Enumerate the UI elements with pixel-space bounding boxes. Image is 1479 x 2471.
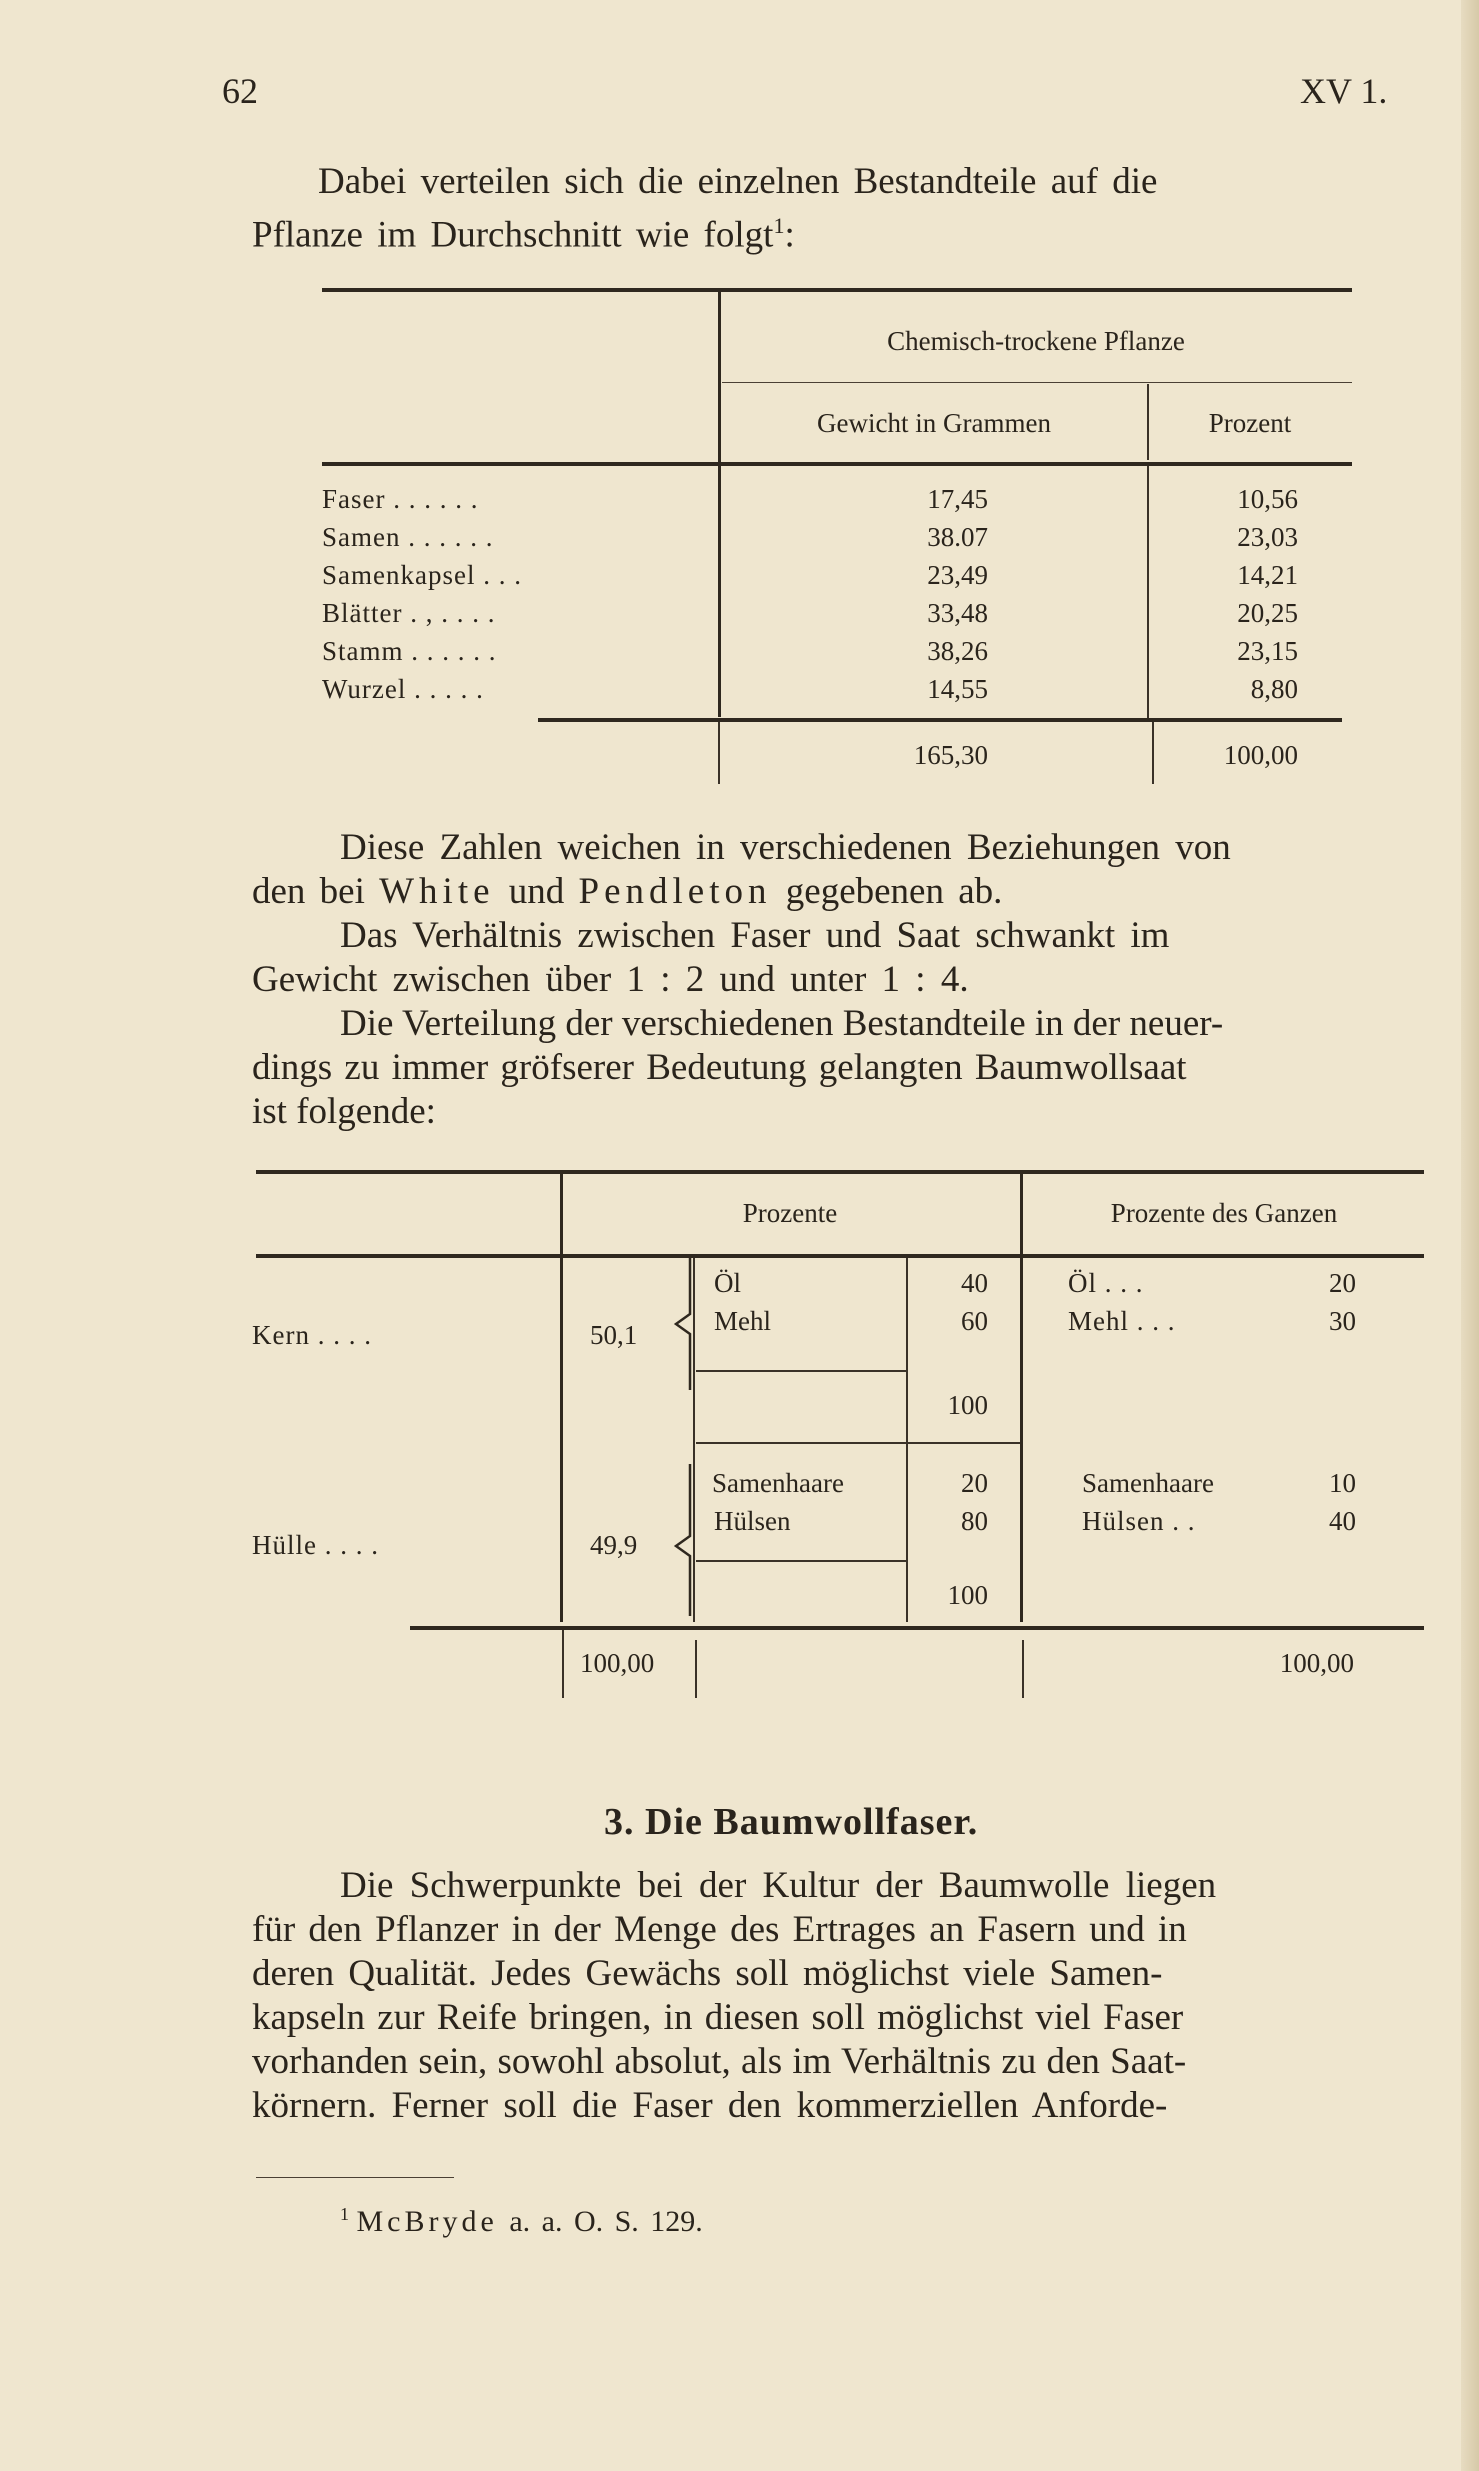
para2-l2b: und bbox=[494, 871, 579, 912]
kern-item-val: 60 bbox=[961, 1306, 988, 1336]
intro-line-2-end: : bbox=[784, 214, 795, 256]
table2-mid-rule bbox=[696, 1442, 1020, 1444]
para2-line-6: dings zu immer gröfserer Bedeutung gelangten Baumwollsaat bbox=[252, 1047, 1187, 1088]
kern-brace-icon bbox=[672, 1254, 694, 1394]
page-edge bbox=[1461, 0, 1479, 2471]
table1-row-weight: 33,48 bbox=[927, 598, 988, 628]
huelle-item-name: Samenhaare bbox=[712, 1468, 844, 1498]
table1-row-weight: 23,49 bbox=[927, 560, 988, 590]
kern-total-val: 30 bbox=[1329, 1306, 1356, 1336]
table2-header-bottom-rule bbox=[256, 1254, 1424, 1258]
kern-subtotal-rule bbox=[696, 1370, 906, 1372]
table1-row-percent: 23,03 bbox=[1237, 522, 1298, 552]
table1-row-percent: 20,25 bbox=[1237, 598, 1298, 628]
table1-row-weight: 17,45 bbox=[927, 484, 988, 514]
huelle-total-name: Hülsen . . bbox=[1082, 1506, 1196, 1536]
para2-l2a: den bei bbox=[252, 871, 380, 912]
table2-total-share: 100,00 bbox=[580, 1648, 655, 1678]
table1-col-percent: Prozent bbox=[1208, 408, 1292, 438]
table1-row-label: Blätter . , . . . . bbox=[322, 598, 496, 628]
section3-line: vorhanden sein, sowohl absolut, als im Verhältnis zu den Saat- bbox=[252, 2041, 1187, 2082]
table1-row-label: Faser . . . . . . bbox=[322, 484, 479, 514]
kern-share: 50,1 bbox=[590, 1320, 638, 1350]
table1-row-label: Wurzel . . . . . bbox=[322, 674, 484, 704]
table1-header-bottom-rule bbox=[322, 462, 1352, 466]
page-number: 62 bbox=[222, 71, 258, 111]
intro-line-1: Dabei verteilen sich die einzelnen Bestandteile auf die bbox=[318, 161, 1158, 202]
table1-row-percent: 23,15 bbox=[1237, 636, 1298, 666]
intro-line-2 bbox=[252, 204, 795, 257]
huelle-sum: 100 bbox=[947, 1580, 988, 1610]
table2-header-total: Prozente des Ganzen bbox=[1110, 1198, 1338, 1228]
footnote-text: a. a. O. S. 129. bbox=[497, 2205, 703, 2238]
table2-vrule-a bbox=[560, 1174, 563, 1622]
para2-line-1: Diese Zahlen weichen in verschiedenen Beziehungen von bbox=[340, 827, 1231, 868]
author-pendleton: Pendleton bbox=[578, 871, 772, 912]
table1-vrule-mid-header bbox=[1147, 384, 1149, 460]
footnote-rule bbox=[256, 2177, 454, 2178]
huelle-item-name: Hülsen bbox=[714, 1506, 791, 1536]
table1-group-header: Chemisch-trockene Pflanze bbox=[887, 326, 1185, 356]
table1-row-percent: 8,80 bbox=[1250, 674, 1298, 704]
table2-header-pct: Prozente bbox=[742, 1198, 838, 1228]
table1-row-label: Samenkapsel . . . bbox=[322, 560, 522, 590]
table1-vrule-total-left bbox=[718, 722, 720, 784]
section3-line: körnern. Ferner soll die Faser den kommerziellen Anforde- bbox=[252, 2085, 1168, 2126]
para2-l2c: gegebenen ab. bbox=[771, 871, 1003, 912]
table1-row-weight: 38.07 bbox=[927, 522, 988, 552]
table2-vrule-d bbox=[906, 1258, 908, 1622]
table1-total-percent: 100,00 bbox=[1223, 740, 1298, 770]
para2-line-4: Gewicht zwischen über 1 : 2 und unter 1 : 4. bbox=[252, 959, 969, 1000]
para2-line-7: ist folgende: bbox=[252, 1091, 436, 1132]
table1-top-rule bbox=[322, 288, 1352, 292]
intro-line-2-text: Pflanze im Durchschnitt wie folgt bbox=[252, 214, 774, 256]
table1-row-label: Stamm . . . . . . bbox=[322, 636, 497, 666]
para2-line-5: Die Verteilung der verschiedenen Bestandteile in der neuer- bbox=[340, 1003, 1224, 1044]
table1-row-weight: 14,55 bbox=[927, 674, 988, 704]
huelle-total-val: 40 bbox=[1329, 1506, 1356, 1536]
table1-row-label: Samen . . . . . . bbox=[322, 522, 494, 552]
section-heading: 3. Die Baumwollfaser. bbox=[604, 1801, 979, 1843]
table2-vrule-total-c bbox=[1022, 1640, 1024, 1698]
table1-row-percent: 10,56 bbox=[1237, 484, 1298, 514]
kern-label: Kern . . . . bbox=[252, 1320, 372, 1350]
table1-total-weight: 165,30 bbox=[913, 740, 988, 770]
table1-vrule-mid-body bbox=[1147, 466, 1149, 718]
table2-total-whole: 100,00 bbox=[1279, 1648, 1354, 1678]
kern-sum: 100 bbox=[947, 1390, 988, 1420]
section3-line: deren Qualität. Jedes Gewächs soll möglichst viele Samen- bbox=[252, 1953, 1163, 1994]
footnote bbox=[340, 2204, 703, 2239]
table2-top-rule bbox=[256, 1170, 1424, 1174]
table1-col-weight: Gewicht in Grammen bbox=[817, 408, 1051, 438]
author-white: White bbox=[379, 871, 495, 912]
table2-vrule-total-a bbox=[562, 1630, 564, 1698]
section3-line: kapseln zur Reife bringen, in diesen soll möglichst viel Faser bbox=[252, 1997, 1184, 2038]
huelle-label: Hülle . . . . bbox=[252, 1530, 379, 1560]
table1-subheader-rule bbox=[722, 382, 1352, 383]
huelle-item-val: 20 bbox=[961, 1468, 988, 1498]
footnote-author: McBryde bbox=[356, 2205, 498, 2238]
section3-line: Die Schwerpunkte bei der Kultur der Baumwolle liegen bbox=[340, 1865, 1217, 1906]
huelle-brace-icon bbox=[672, 1460, 694, 1620]
running-head: XV 1. bbox=[1300, 71, 1388, 111]
table1-total-rule bbox=[538, 718, 1342, 722]
kern-item-name: Öl bbox=[714, 1268, 741, 1298]
table2-vrule-c bbox=[1020, 1174, 1023, 1622]
table2-vrule-total-b bbox=[695, 1640, 697, 1698]
kern-total-val: 20 bbox=[1329, 1268, 1356, 1298]
huelle-subtotal-rule bbox=[696, 1560, 906, 1562]
footnote-ref: 1 bbox=[773, 213, 785, 238]
huelle-share: 49,9 bbox=[590, 1530, 638, 1560]
huelle-item-val: 80 bbox=[961, 1506, 988, 1536]
section3-line: für den Pflanzer in der Menge des Ertrages an Fasern und in bbox=[252, 1909, 1187, 1950]
footnote-mark: 1 bbox=[340, 2204, 349, 2224]
kern-total-name: Öl . . . bbox=[1068, 1268, 1144, 1298]
para2-line-2 bbox=[252, 870, 1002, 914]
kern-total-name: Mehl . . . bbox=[1068, 1306, 1176, 1336]
table1-row-percent: 14,21 bbox=[1237, 560, 1298, 590]
huelle-total-val: 10 bbox=[1329, 1468, 1356, 1498]
kern-item-name: Mehl bbox=[714, 1306, 771, 1336]
huelle-total-name: Samenhaare bbox=[1082, 1468, 1214, 1498]
kern-item-val: 40 bbox=[961, 1268, 988, 1298]
para2-line-3: Das Verhältnis zwischen Faser und Saat schwankt im bbox=[340, 915, 1170, 956]
table1-row-weight: 38,26 bbox=[927, 636, 988, 666]
